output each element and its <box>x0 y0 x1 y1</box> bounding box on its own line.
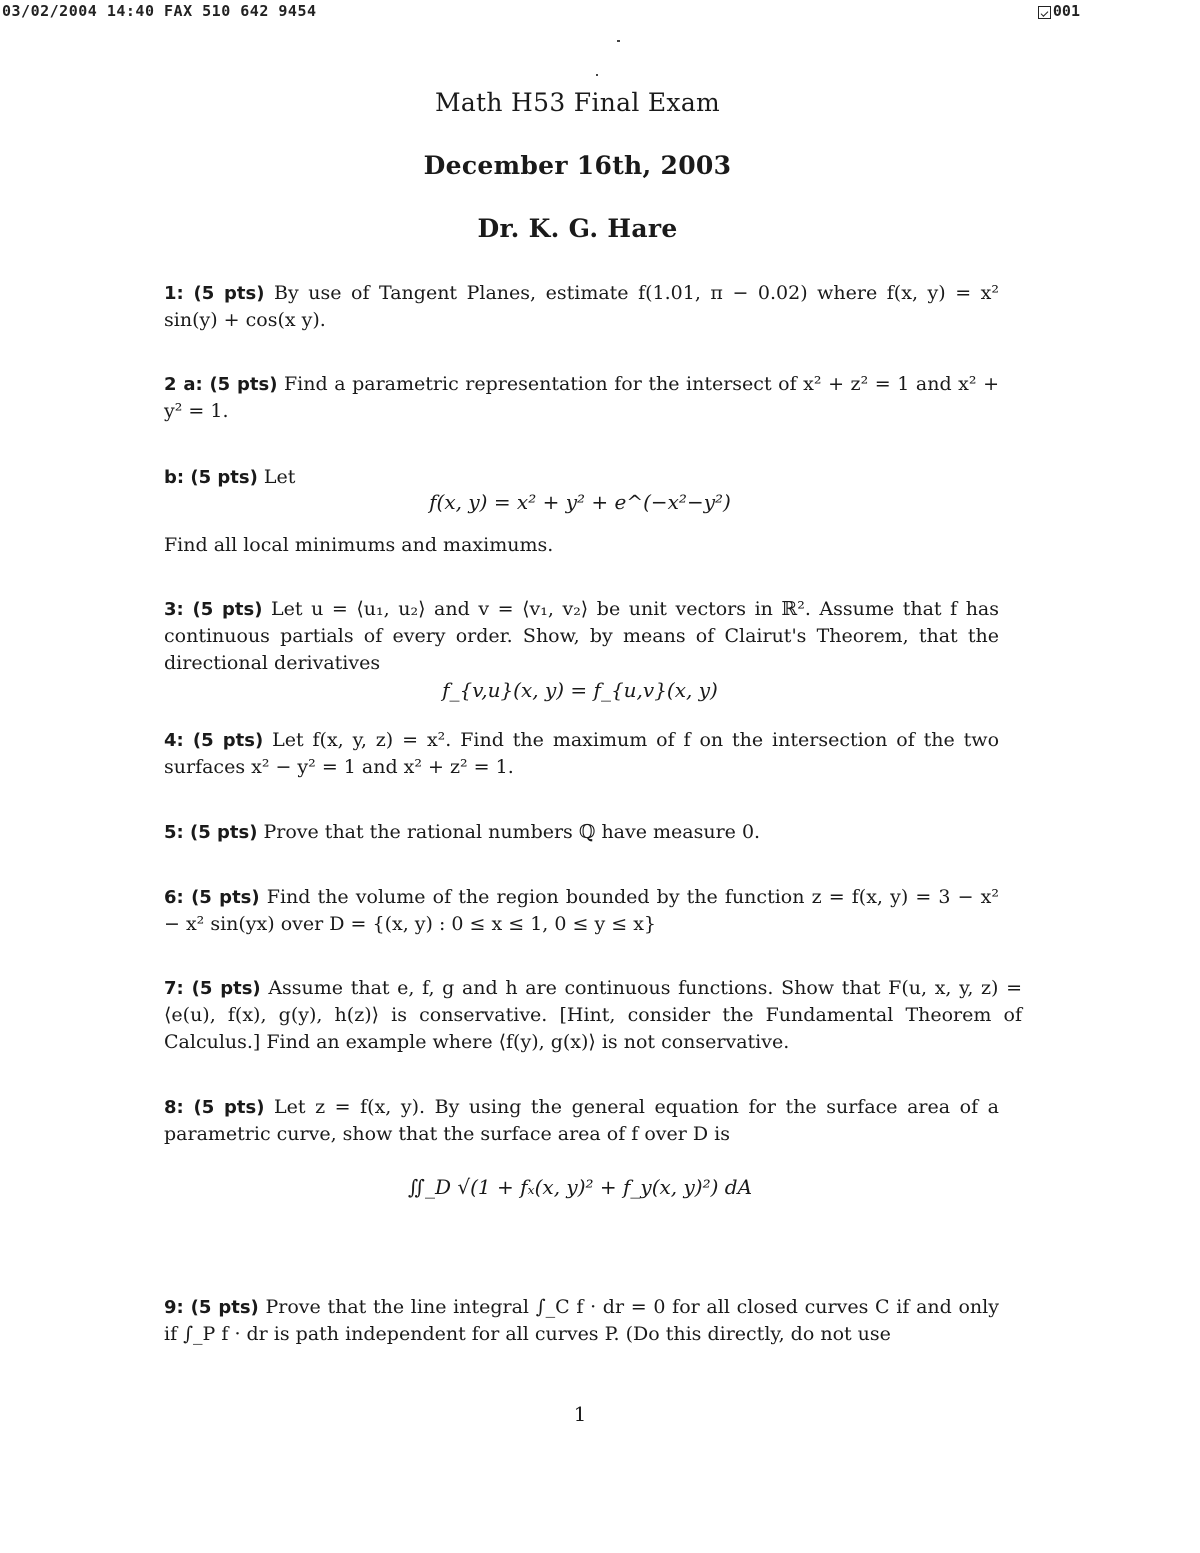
exam-date: December 16th, 2003 <box>423 151 732 180</box>
problem-label: 3: (5 pts) <box>164 599 263 620</box>
problem-text: Let u = ⟨u₁, u₂⟩ and v = ⟨v₁, v₂⟩ be unit vectors in ℝ². Assume that f has continuous partials of every order. Show, by means of Clairut's Theorem, that the directional derivatives <box>164 598 1000 674</box>
problem-2b-followup: Find all local minimums and maximums. <box>164 534 554 556</box>
problem-label: 9: (5 pts) <box>164 1297 259 1318</box>
exam-title: Math H53 Final Exam <box>434 88 721 117</box>
problem-label: 2 a: (5 pts) <box>164 374 278 395</box>
display-equation: f_{v,u}(x, y) = f_{u,v}(x, y) <box>442 678 718 702</box>
problem-label: 7: (5 pts) <box>164 978 261 999</box>
scan-speck <box>596 74 598 76</box>
problem-4 <box>164 727 999 781</box>
problem-9 <box>164 1294 999 1348</box>
problem-label: 5: (5 pts) <box>164 822 258 843</box>
problem-text: Let z = f(x, y). By using the general equation for the surface area of a parametric curve, show that the surface area of f over D is <box>164 1096 1000 1145</box>
surface-area-integral: ∬_D √(1 + fₓ(x, y)² + f_y(x, y)²) dA <box>407 1175 753 1199</box>
problem-text: Prove that the rational numbers ℚ have measure 0. <box>263 821 761 843</box>
problem-2b <box>164 464 999 491</box>
problem-text: Let <box>263 466 296 488</box>
problem-label: 8: (5 pts) <box>164 1097 265 1118</box>
problem-text: Find a parametric representation for the intersect of x² + z² = 1 and x² + y² = 1. <box>164 373 999 422</box>
problem-text: Prove that the line integral ∫_C f · dr = 0 for all closed curves C if and only if ∫_P f · dr is path independent for all curves P. (Do this directly, do not use <box>164 1296 999 1345</box>
fax-page-number: 001 <box>1052 2 1080 20</box>
problem-text: Let f(x, y, z) = x². Find the maximum of f on the intersection of the two surfaces x² − y² = 1 and x² + z² = 1. <box>164 729 1000 778</box>
display-equation: f(x, y) = x² + y² + e^(−x²−y²) <box>429 490 731 514</box>
problem-label: 4: (5 pts) <box>164 730 264 751</box>
fax-transmission-line: 03/02/2004 14:40 FAX 510 642 9454 <box>2 2 317 20</box>
checkbox-icon <box>1038 6 1051 19</box>
problem-text: By use of Tangent Planes, estimate f(1.01, π − 0.02) where f(x, y) = x² sin(y) + cos(x y). <box>164 282 1000 331</box>
problem-5 <box>164 819 999 846</box>
problem-7 <box>164 975 1022 1056</box>
problem-8 <box>164 1094 999 1148</box>
page-number: 1 <box>573 1402 587 1426</box>
fax-page-counter <box>1038 2 1080 20</box>
problem-3 <box>164 596 999 677</box>
exam-author: Dr. K. G. Hare <box>477 214 678 243</box>
problem-label: 6: (5 pts) <box>164 887 260 908</box>
fax-header <box>0 2 1200 22</box>
problem-text: Find the volume of the region bounded by the function z = f(x, y) = 3 − x² − x² sin(yx) over D = {(x, y) : 0 ≤ x ≤ 1, 0 ≤ y ≤ x} <box>164 886 1000 935</box>
problem-label: 1: (5 pts) <box>164 283 265 304</box>
problem-1 <box>164 280 999 334</box>
problem-label: b: (5 pts) <box>164 467 258 488</box>
problem-6 <box>164 884 999 938</box>
problem-text: Assume that e, f, g and h are continuous functions. Show that F(u, x, y, z) = ⟨e(u), f(x), g(y), h(z)⟩ is conservative. [Hint, consider the Fundamental Theorem of Calculus.] Find an example where ⟨f(y), g(x)⟩ is not conservative. <box>164 977 1023 1053</box>
scan-speck <box>617 40 620 42</box>
problem-2a <box>164 371 999 425</box>
